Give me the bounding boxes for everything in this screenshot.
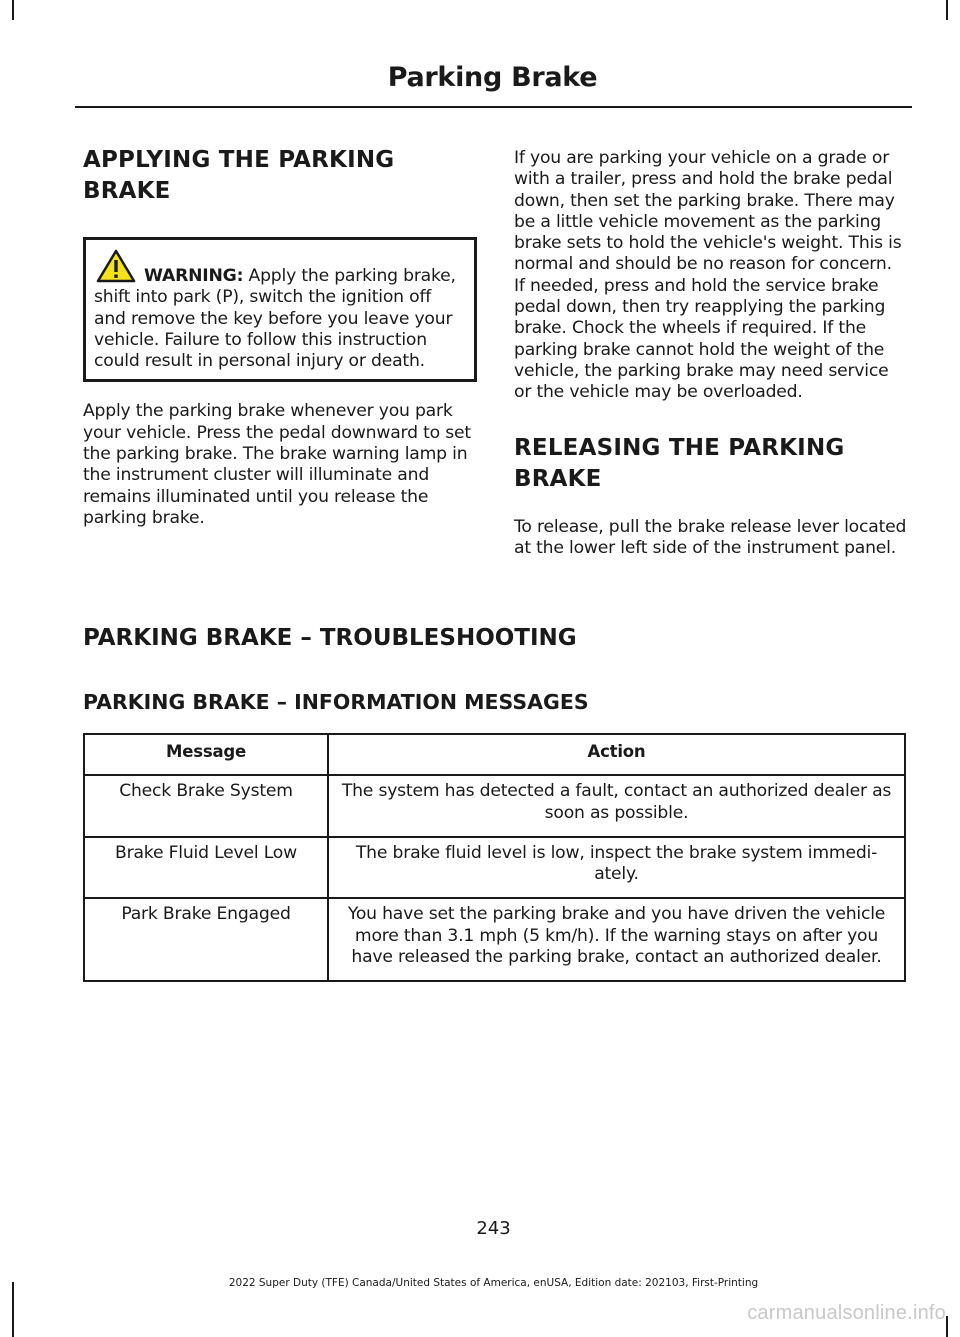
header-divider — [75, 106, 912, 108]
action-cell: You have set the parking brake and you have driven the vehicle more than 3.1 mph (5 km/h). If the warning stays on after you have released the parking brake, contact an authorized dealer. — [328, 898, 905, 981]
table-row — [84, 898, 905, 981]
action-cell: The brake fluid level is low, inspect the brake system immedi-ately. — [328, 837, 905, 899]
watermark: carmanualsonline.info — [747, 1302, 946, 1324]
table-header-row — [84, 734, 905, 775]
warning-text — [94, 266, 462, 372]
troubleshooting-heading: PARKING BRAKE – TROUBLESHOOTING — [83, 625, 577, 651]
grade-paragraph: If you are parking your vehicle on a grade or with a trailer, press and hold the brake pedal down, then set the parking brake. There may be a little vehicle movement as the parking brake sets to hold the vehicle's weight. This is normal and should be no reason for concern. If needed, press and hold the service brake pedal down, then try reapplying the parking brake. Chock the wheels if required. If the parking brake cannot hold the weight of the vehicle, the parking brake may need service or the vehicle may be overloaded. — [514, 148, 902, 403]
applying-heading — [83, 145, 475, 207]
warning-box — [83, 237, 477, 382]
message-cell: Brake Fluid Level Low — [84, 837, 328, 899]
applying-heading-line2: BRAKE — [83, 178, 171, 204]
action-cell: The system has detected a fault, contact an authorized dealer as soon as possible. — [328, 775, 905, 837]
right-column — [514, 148, 907, 559]
edition-footer: 2022 Super Duty (TFE) Canada/United States of America, enUSA, Edition date: 202103, First-Printing — [228, 1277, 759, 1289]
crop-mark-bottom-right — [946, 1316, 948, 1337]
page-number: 243 — [476, 1218, 511, 1239]
column-header-action: Action — [328, 734, 905, 775]
releasing-heading-line1: RELEASING THE PARKING — [514, 434, 845, 461]
crop-mark-bottom-left — [12, 1282, 14, 1337]
message-cell: Check Brake System — [84, 775, 328, 837]
information-messages-section — [83, 687, 913, 718]
column-header-message: Message — [84, 734, 328, 775]
warning-body: Apply the parking brake, shift into park (P), switch the ignition off and remove the key before you leave your vehicle. Failure to follow this instruction could result in personal injury or death. — [94, 266, 456, 372]
applying-paragraph: Apply the parking brake whenever you park your vehicle. Press the pedal downward to set the parking brake. The brake warning lamp in the instrument cluster will illuminate and remains illuminated until you release the parking brake. — [83, 401, 471, 528]
table-row — [84, 775, 905, 837]
releasing-paragraph: To release, pull the brake release lever located at the lower left side of the instrument panel. — [514, 516, 907, 558]
releasing-heading — [514, 433, 907, 495]
troubleshooting-section — [83, 623, 913, 654]
releasing-heading-line2: BRAKE — [514, 465, 602, 492]
crop-mark-top-left — [12, 0, 14, 20]
table-row — [84, 837, 905, 899]
information-messages-heading: PARKING BRAKE – INFORMATION MESSAGES — [83, 690, 589, 714]
warning-triangle-icon — [96, 249, 136, 283]
warning-label: WARNING: — [144, 266, 244, 286]
information-messages-table — [83, 733, 906, 982]
applying-heading-line1: APPLYING THE PARKING — [83, 147, 395, 173]
left-column — [83, 145, 475, 529]
message-cell: Park Brake Engaged — [84, 898, 328, 981]
crop-mark-top-right — [946, 0, 948, 20]
page-title: Parking Brake — [387, 62, 598, 93]
